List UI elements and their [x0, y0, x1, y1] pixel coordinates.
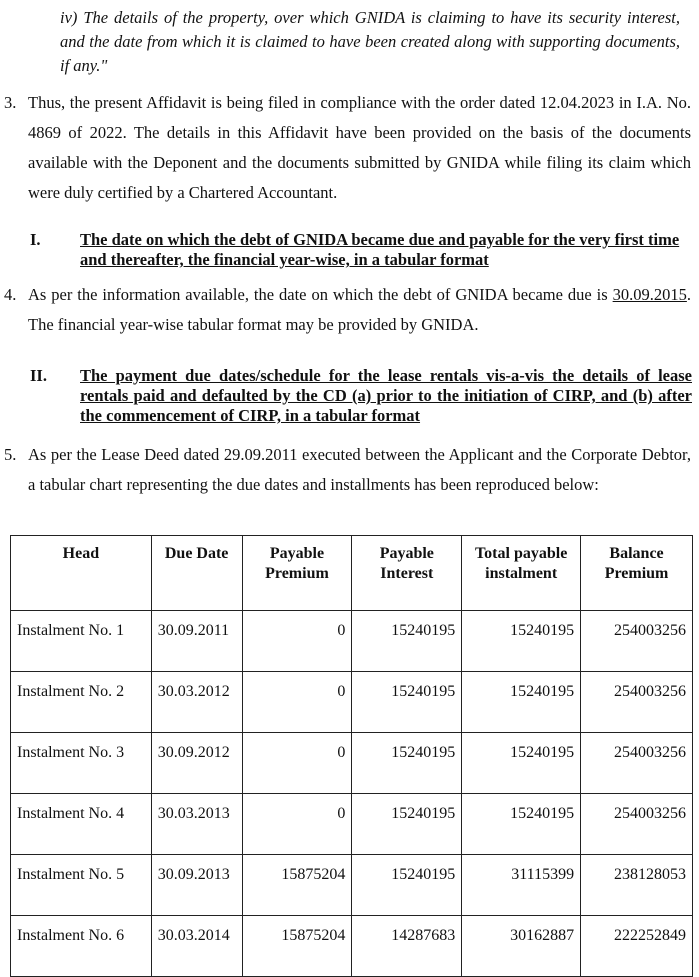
- cell-payable-premium: 15875204: [242, 855, 352, 916]
- cell-total-payable: 30162887: [462, 916, 581, 977]
- column-header: Total payable instalment: [462, 536, 581, 611]
- section-heading-2: The payment due dates/schedule for the lease rentals vis-a-vis the details of lease rentals paid and defaulted by the CD (a) prior to the initiation of CIRP, and (b) after the commencement of CIRP, in a tabular format: [80, 366, 692, 425]
- cell-balance-premium: 222252849: [581, 916, 693, 977]
- due-date: 30.09.2015: [612, 285, 687, 304]
- cell-head: Instalment No. 2: [11, 672, 152, 733]
- paragraph-5: [4, 440, 691, 500]
- cell-payable-interest: 15240195: [352, 733, 462, 794]
- cell-head: Instalment No. 3: [11, 733, 152, 794]
- cell-payable-interest: 15240195: [352, 855, 462, 916]
- cell-balance-premium: 254003256: [581, 794, 693, 855]
- cell-total-payable: 15240195: [462, 611, 581, 672]
- paragraph-text: Thus, the present Affidavit is being filed in compliance with the order dated 12.04.2023 in I.A. No. 4869 of 2022. The details in this Affidavit have been provided on the basis of the documents available with the Deponent and the documents submitted by GNIDA while filing its claim which were duly certified by a Chartered Accountant.: [28, 93, 691, 202]
- paragraph-number: 4.: [4, 285, 17, 304]
- cell-head: Instalment No. 6: [11, 916, 152, 977]
- paragraph-number: 5.: [4, 445, 17, 464]
- cell-head: Instalment No. 4: [11, 794, 152, 855]
- cell-payable-premium: 0: [242, 794, 352, 855]
- cell-total-payable: 15240195: [462, 794, 581, 855]
- cell-balance-premium: 254003256: [581, 611, 693, 672]
- cell-payable-interest: 14287683: [352, 916, 462, 977]
- paragraph-4: [4, 280, 691, 340]
- quoted-clause-iv: iv) The details of the property, over which GNIDA is claiming to have its security interest, and the date from which it is claimed to have been created along with supporting documents, if any.": [60, 8, 680, 75]
- cell-payable-premium: 0: [242, 611, 352, 672]
- column-header: Payable Premium: [242, 536, 352, 611]
- cell-total-payable: 15240195: [462, 733, 581, 794]
- cell-balance-premium: 238128053: [581, 855, 693, 916]
- cell-head: Instalment No. 5: [11, 855, 152, 916]
- cell-payable-interest: 15240195: [352, 672, 462, 733]
- installment-schedule-table: [10, 535, 693, 977]
- cell-total-payable: 15240195: [462, 672, 581, 733]
- table-row: [11, 672, 693, 733]
- section-number: II.: [30, 366, 47, 385]
- paragraph-text-end: . The financial year-wise tabular format may be provided by GNIDA.: [28, 285, 691, 334]
- cell-due-date: 30.09.2012: [151, 733, 242, 794]
- cell-payable-premium: 0: [242, 672, 352, 733]
- cell-payable-interest: 15240195: [352, 794, 462, 855]
- cell-due-date: 30.09.2013: [151, 855, 242, 916]
- cell-payable-premium: 0: [242, 733, 352, 794]
- column-header: Head: [11, 536, 152, 611]
- paragraph-text: As per the Lease Deed dated 29.09.2011 executed between the Applicant and the Corporate Debtor, a tabular chart representing the due dates and installments has been reproduced below:: [28, 445, 691, 494]
- column-header: Payable Interest: [352, 536, 462, 611]
- cell-due-date: 30.03.2014: [151, 916, 242, 977]
- table-row: [11, 794, 693, 855]
- cell-head: Instalment No. 1: [11, 611, 152, 672]
- cell-balance-premium: 254003256: [581, 672, 693, 733]
- table-header-row: [11, 536, 693, 611]
- column-header: Due Date: [151, 536, 242, 611]
- table-row: [11, 733, 693, 794]
- cell-payable-premium: 15875204: [242, 916, 352, 977]
- paragraph-3: [4, 88, 691, 208]
- cell-total-payable: 31115399: [462, 855, 581, 916]
- paragraph-text: As per the information available, the date on which the debt of GNIDA became due is: [28, 285, 613, 304]
- paragraph-number: 3.: [4, 93, 17, 112]
- cell-payable-interest: 15240195: [352, 611, 462, 672]
- cell-balance-premium: 254003256: [581, 733, 693, 794]
- cell-due-date: 30.03.2012: [151, 672, 242, 733]
- table-row: [11, 916, 693, 977]
- section-heading-1: The date on which the debt of GNIDA became due and payable for the very first time and thereafter, the financial year-wise, in a tabular format: [80, 230, 680, 269]
- cell-due-date: 30.03.2013: [151, 794, 242, 855]
- table-row: [11, 855, 693, 916]
- cell-due-date: 30.09.2011: [151, 611, 242, 672]
- table-row: [11, 611, 693, 672]
- section-number: I.: [30, 230, 41, 249]
- column-header: Balance Premium: [581, 536, 693, 611]
